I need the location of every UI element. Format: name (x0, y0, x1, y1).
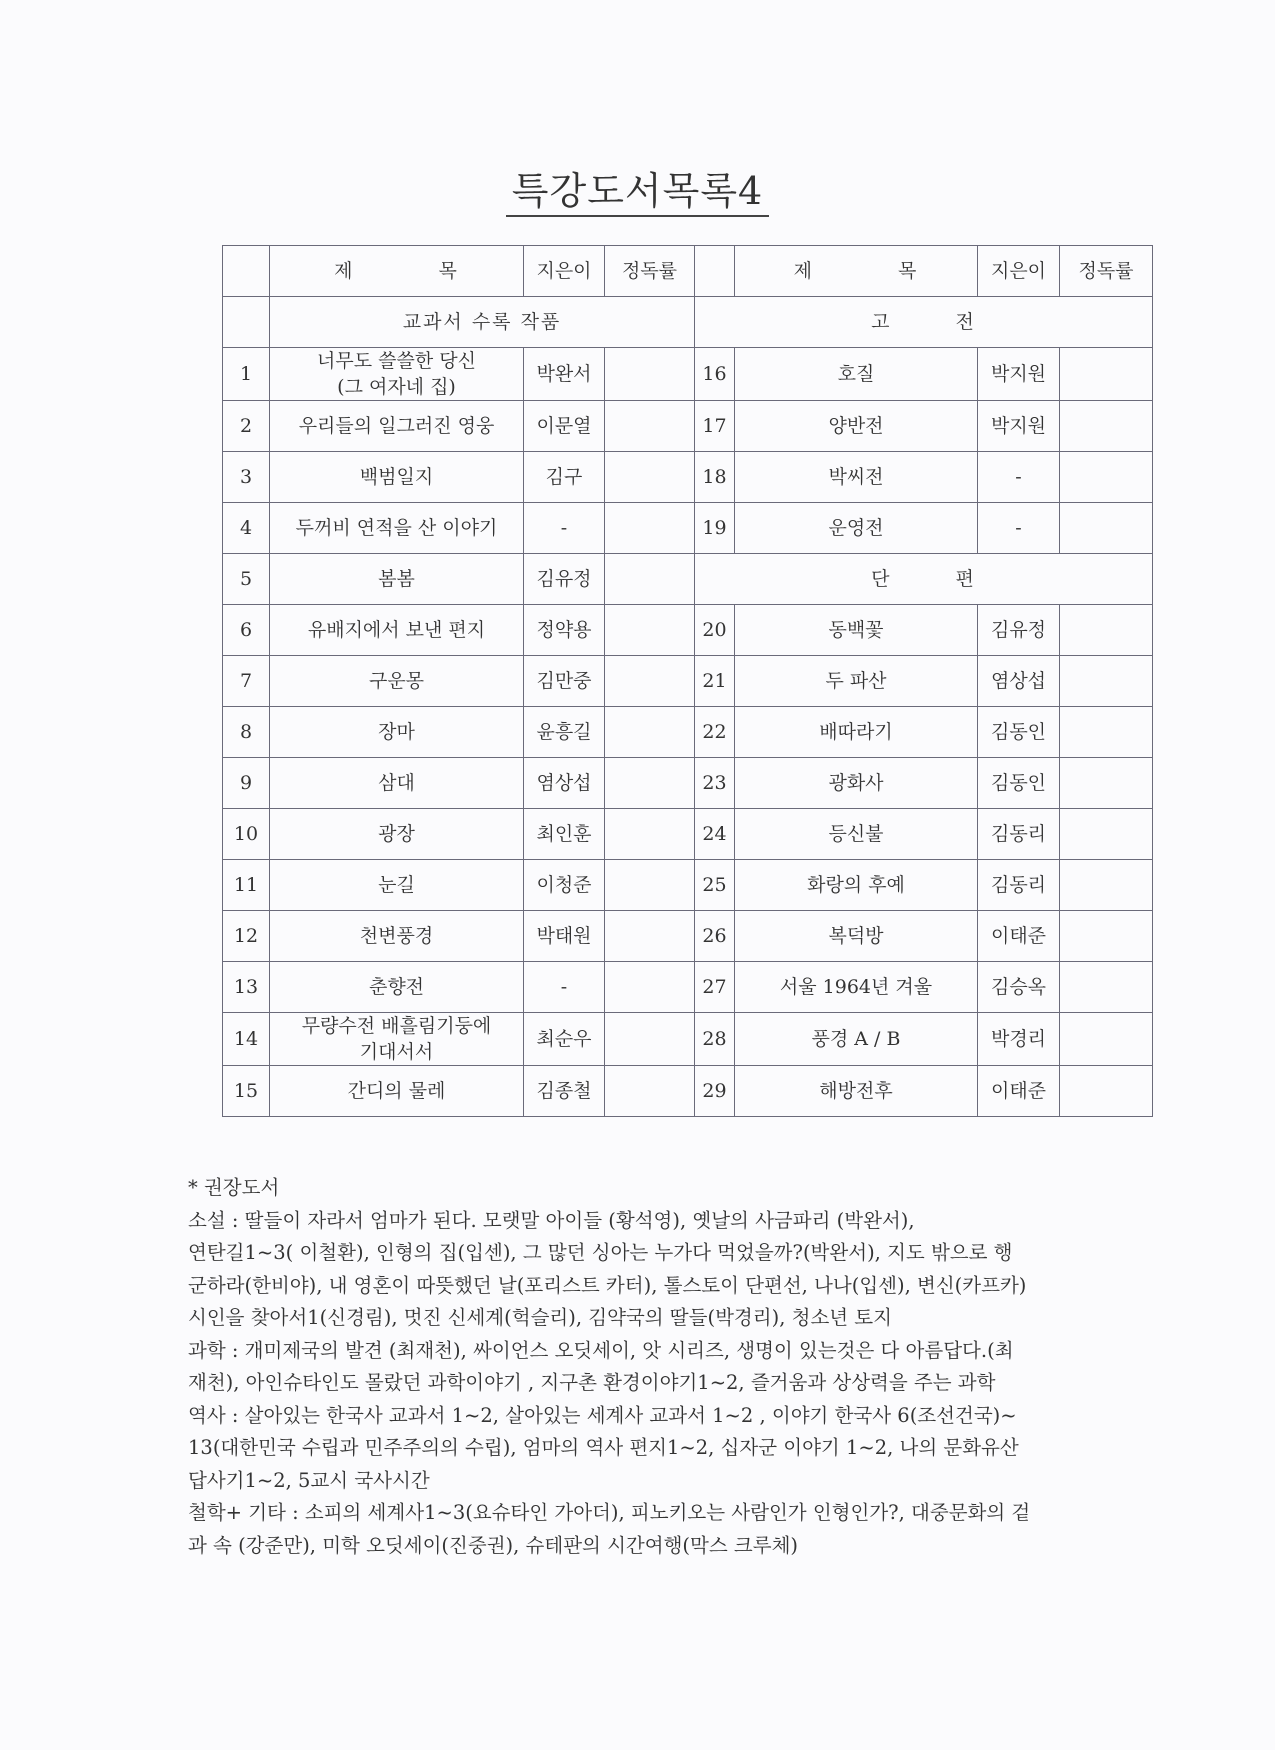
right-title-cell: 박씨전 (735, 452, 978, 503)
left-author-cell: 김만중 (524, 656, 605, 707)
right-title-cell: 광화사 (735, 758, 978, 809)
right-rate-cell (1060, 1066, 1153, 1117)
right-author-cell: 박지원 (978, 401, 1060, 452)
left-rate-cell (605, 860, 695, 911)
recommended-line: 답사기1~2, 5교시 국사시간 (188, 1468, 430, 1492)
table-row (223, 962, 1153, 1013)
left-rate-cell (605, 401, 695, 452)
table-row (223, 348, 1153, 401)
left-author-cell: 김구 (524, 452, 605, 503)
section-empty-cell (223, 297, 270, 348)
table-row (223, 1013, 1153, 1066)
recommended-line: 시인을 찾아서1(신경림), 멋진 신세계(헉슬리), 김약국의 딸들(박경리), 청소년 토지 (188, 1306, 892, 1329)
table-row (223, 401, 1153, 452)
table-row (223, 452, 1153, 503)
right-title-cell: 배따라기 (735, 707, 978, 758)
page-title-text: 특강도서목록4 (506, 169, 769, 217)
right-rate-cell (1060, 401, 1153, 452)
right-rate-cell (1060, 860, 1153, 911)
table-row (223, 656, 1153, 707)
table-row (223, 809, 1153, 860)
right-rate-cell (1060, 656, 1153, 707)
right-no-cell: 28 (695, 1013, 735, 1066)
recommended-line: 과학 : 개미제국의 발견 (최재천), 싸이언스 오딧세이, 앗 시리즈, 생명이 있는것은 다 아름답다.(최 (188, 1338, 1014, 1362)
left-rate-cell (605, 452, 695, 503)
left-title-cell: 장마 (270, 707, 524, 758)
table-row (223, 605, 1153, 656)
right-author-cell: 염상섭 (978, 656, 1060, 707)
right-rate-cell (1060, 758, 1153, 809)
left-author-cell: - (524, 962, 605, 1013)
right-rate-cell (1060, 348, 1153, 401)
table-row (223, 911, 1153, 962)
right-author-cell: 김동리 (978, 860, 1060, 911)
left-author-cell: 염상섭 (524, 758, 605, 809)
header-rate-cell: 정독률 (1060, 246, 1153, 297)
table-row (223, 1066, 1153, 1117)
right-title-cell: 동백꽃 (735, 605, 978, 656)
right-no-cell: 17 (695, 401, 735, 452)
left-no-cell: 12 (223, 911, 270, 962)
header-author-cell: 지은이 (978, 246, 1060, 297)
left-title-cell: 유배지에서 보낸 편지 (270, 605, 524, 656)
right-author-cell: 이태준 (978, 1066, 1060, 1117)
left-author-cell: 이청준 (524, 860, 605, 911)
right-no-cell: 19 (695, 503, 735, 554)
right-title-cell: 화랑의 후예 (735, 860, 978, 911)
left-rate-cell (605, 809, 695, 860)
left-rate-cell (605, 554, 695, 605)
header-title-cell: 제 목 (735, 246, 978, 297)
table-row (223, 707, 1153, 758)
right-author-cell: - (978, 452, 1060, 503)
left-author-cell: - (524, 503, 605, 554)
right-author-cell: 김동인 (978, 758, 1060, 809)
left-author-cell: 김종철 (524, 1066, 605, 1117)
right-author-cell: - (978, 503, 1060, 554)
right-no-cell: 23 (695, 758, 735, 809)
left-title-cell: 눈길 (270, 860, 524, 911)
left-no-cell: 2 (223, 401, 270, 452)
left-no-cell: 8 (223, 707, 270, 758)
right-no-cell: 21 (695, 656, 735, 707)
left-title-cell: 춘향전 (270, 962, 524, 1013)
left-no-cell: 14 (223, 1013, 270, 1066)
right-rate-cell (1060, 707, 1153, 758)
left-no-cell: 4 (223, 503, 270, 554)
left-title-cell: 간디의 물레 (270, 1066, 524, 1117)
left-author-cell: 박태원 (524, 911, 605, 962)
left-rate-cell (605, 656, 695, 707)
right-author-cell: 김동인 (978, 707, 1060, 758)
right-no-cell: 16 (695, 348, 735, 401)
section-row (223, 297, 1153, 348)
recommended-books (188, 1172, 1148, 1562)
left-author-cell: 박완서 (524, 348, 605, 401)
left-author-cell: 김유정 (524, 554, 605, 605)
right-author-cell: 김유정 (978, 605, 1060, 656)
table-row (223, 503, 1153, 554)
table-row (223, 860, 1153, 911)
left-author-cell: 정약용 (524, 605, 605, 656)
right-rate-cell (1060, 452, 1153, 503)
left-no-cell: 5 (223, 554, 270, 605)
right-title-cell: 등신불 (735, 809, 978, 860)
left-no-cell: 15 (223, 1066, 270, 1117)
right-no-cell: 24 (695, 809, 735, 860)
page-title (0, 160, 1275, 215)
left-title-cell: 너무도 쓸쓸한 당신 (그 여자네 집) (270, 348, 524, 401)
right-author-cell: 김동리 (978, 809, 1060, 860)
right-no-cell: 26 (695, 911, 735, 962)
book-list-table (222, 245, 1153, 1117)
right-title-cell: 운영전 (735, 503, 978, 554)
header-no-cell (695, 246, 735, 297)
right-title-cell: 호질 (735, 348, 978, 401)
right-rate-cell (1060, 911, 1153, 962)
recommended-line: 소설 : 딸들이 자라서 엄마가 된다. 모랫말 아이들 (황석영), 옛날의 사금파리 (박완서), (188, 1208, 915, 1232)
right-title-cell: 서울 1964년 겨울 (735, 962, 978, 1013)
table-row (223, 758, 1153, 809)
left-rate-cell (605, 503, 695, 554)
recommended-lines (188, 1205, 1148, 1563)
right-rate-cell (1060, 809, 1153, 860)
section-textbook: 교과서 수록 작품 (270, 297, 695, 348)
left-title-cell: 백범일지 (270, 452, 524, 503)
right-rate-cell (1060, 1013, 1153, 1066)
left-rate-cell (605, 348, 695, 401)
right-title-cell: 풍경 A / B (735, 1013, 978, 1066)
right-author-cell: 이태준 (978, 911, 1060, 962)
table-row (223, 554, 1153, 605)
right-title-cell: 복덕방 (735, 911, 978, 962)
right-no-cell: 27 (695, 962, 735, 1013)
section-short-stories: 단 편 (695, 554, 1153, 605)
left-title-cell: 두꺼비 연적을 산 이야기 (270, 503, 524, 554)
right-author-cell: 김승옥 (978, 962, 1060, 1013)
left-title-cell: 우리들의 일그러진 영웅 (270, 401, 524, 452)
left-rate-cell (605, 1013, 695, 1066)
left-no-cell: 3 (223, 452, 270, 503)
left-no-cell: 10 (223, 809, 270, 860)
left-author-cell: 최순우 (524, 1013, 605, 1066)
header-no-cell (223, 246, 270, 297)
left-author-cell: 이문열 (524, 401, 605, 452)
left-no-cell: 13 (223, 962, 270, 1013)
left-no-cell: 11 (223, 860, 270, 911)
left-title-cell: 무량수전 배흘림기둥에 기대서서 (270, 1013, 524, 1066)
left-no-cell: 6 (223, 605, 270, 656)
left-author-cell: 윤흥길 (524, 707, 605, 758)
recommended-heading: * 권장도서 (188, 1176, 280, 1199)
right-title-cell: 두 파산 (735, 656, 978, 707)
left-rate-cell (605, 962, 695, 1013)
right-author-cell: 박경리 (978, 1013, 1060, 1066)
recommended-line: 13(대한민국 수립과 민주주의의 수립), 엄마의 역사 편지1~2, 십자군 이야기 1~2, 나의 문화유산 (188, 1436, 1019, 1459)
right-title-cell: 양반전 (735, 401, 978, 452)
recommended-line: 역사 : 살아있는 한국사 교과서 1~2, 살아있는 세계사 교과서 1~2 , 이야기 한국사 6(조선건국)~ (188, 1403, 1017, 1427)
recommended-line: 과 속 (강준만), 미학 오딧세이(진중권), 슈테판의 시간여행(막스 크루체) (188, 1533, 799, 1557)
right-rate-cell (1060, 962, 1153, 1013)
recommended-line: 재천), 아인슈타인도 몰랐던 과학이야기 , 지구촌 환경이야기1~2, 즐거움과 상상력을 주는 과학 (188, 1371, 996, 1394)
left-title-cell: 광장 (270, 809, 524, 860)
left-no-cell: 9 (223, 758, 270, 809)
left-title-cell: 천변풍경 (270, 911, 524, 962)
left-no-cell: 7 (223, 656, 270, 707)
header-author-cell: 지은이 (524, 246, 605, 297)
recommended-line: 군하라(한비야), 내 영혼이 따뜻했던 날(포리스트 카터), 톨스토이 단편선, 나나(입센), 변신(카프카) (188, 1273, 1027, 1297)
left-no-cell: 1 (223, 348, 270, 401)
recommended-line: 연탄길1~3( 이철환), 인형의 집(입센), 그 많던 싱아는 누가다 먹었을까?(박완서), 지도 밖으로 행 (188, 1241, 1013, 1264)
left-rate-cell (605, 758, 695, 809)
right-title-cell: 해방전후 (735, 1066, 978, 1117)
recommended-line: 철학+ 기타 : 소피의 세계사1~3(요슈타인 가아더), 피노키오는 사람인가 인형인가?, 대중문화의 겉 (188, 1501, 1031, 1524)
right-author-cell: 박지원 (978, 348, 1060, 401)
header-rate-cell: 정독률 (605, 246, 695, 297)
header-title-cell: 제 목 (270, 246, 524, 297)
section-classics: 고 전 (695, 297, 1153, 348)
right-no-cell: 25 (695, 860, 735, 911)
right-no-cell: 22 (695, 707, 735, 758)
right-no-cell: 20 (695, 605, 735, 656)
left-rate-cell (605, 911, 695, 962)
left-rate-cell (605, 1066, 695, 1117)
left-rate-cell (605, 605, 695, 656)
left-title-cell: 삼대 (270, 758, 524, 809)
left-rate-cell (605, 707, 695, 758)
left-title-cell: 봄봄 (270, 554, 524, 605)
left-title-cell: 구운몽 (270, 656, 524, 707)
right-rate-cell (1060, 503, 1153, 554)
right-rate-cell (1060, 605, 1153, 656)
right-no-cell: 29 (695, 1066, 735, 1117)
header-row (223, 246, 1153, 297)
right-no-cell: 18 (695, 452, 735, 503)
left-author-cell: 최인훈 (524, 809, 605, 860)
